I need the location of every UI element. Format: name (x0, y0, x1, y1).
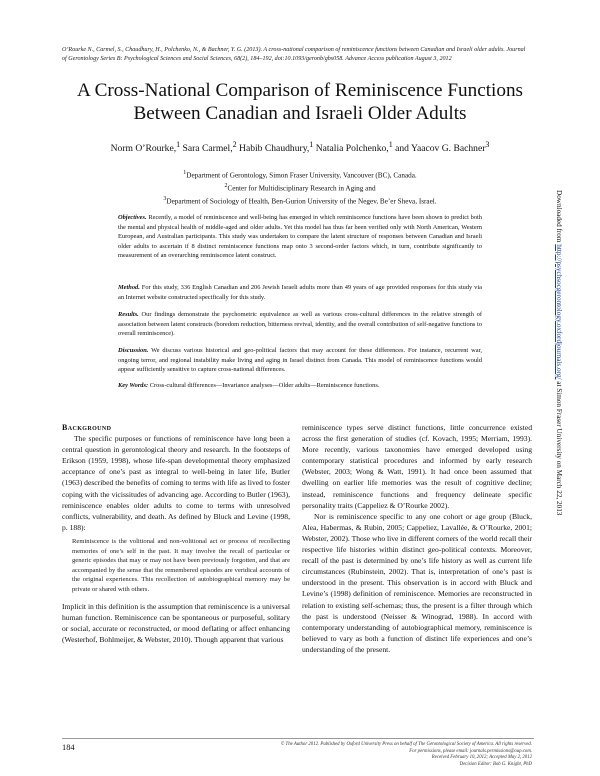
footer-divider (62, 738, 534, 739)
journal-link[interactable]: http://psychsocgerontology.oxfordjournals.org/ (555, 244, 563, 380)
affiliation: $^2$Center for Multidisciplinary Research in Aging and (224, 182, 376, 193)
author: Sara Carmel,$^2$ (182, 140, 237, 155)
paragraph: Nor is reminiscence specific to any one cohort or age group (Bluck, Alea, Habermas, & Rubin, 2005; Cappeliez, Lavallée, & O’Rourke, 2001; Webster, 2002). Those who live in different corners of the world recall their respective life histories within distinct geo-political contexts. Moreover, recall of the past is determined by one’s life history as well as current life circumstances (Rubinstein, 2002). That is, interpretation of one’s past is understood in the present. This observation is in accord with Bluck and Levine’s (1998) definition of reminiscence. Memories are reconstructed in relation to existing self-schemas; thus, the present is a filter through which the past is understood (Neisser & Winograd, 1988). In accord with contemporary understanding of autobiographical memory, reminiscence is believed to vary as both a function of distinct life experiences and one’s understanding of the present. (302, 511, 532, 654)
paragraph: reminiscence types serve distinct functions, little concurrence existed across the first generation of studies (cf. Kovach, 1995; Merriam, 1993). More recently, various taxonomies have emerged developed using contemporary statistical procedures and informed by early research (Webster, 2003; Wong & Watt, 1991). It had once been assumed that dwelling on earlier life memories was the result of cognitive decline; instead, reminiscence functions and frequency delineate specific personality traits (Cappeliez & O’Rourke 2002). (302, 423, 532, 510)
right-column (302, 422, 532, 655)
abstract-method: Method. For this study, 336 English Canadian and 206 Jewish Israeli adults more than 49 years of age provided responses for this study via an Internet website constructed specifically for this study. (118, 284, 482, 301)
author-list (40, 140, 560, 154)
abstract-discussion: Discussion. We discuss various historical and geo-political factors that may account for these differences. For instance, recurrent war, ongoing terror, and regional instability make living and aging in Israel distinct from Canada. This model of reminiscence functions would appear sufficiently sensitive to capture cross-national differences. (118, 347, 483, 374)
abstract-objectives: Objectives. Recently, a model of reminiscence and well-being has emerged in which reminiscence functions have been shown to predict both the mental and physical health of middle-aged and older adults. Yet this model has thus far been verified only with North American, Western European, and Australian participants. This study was undertaken to compare the latent structure of responses between Canadian and Israeli older adults to ascertain if 8 distinct reminiscence functions map onto 3 second-order factors which, in turn, contribute significantly to measurement of an overarching reminiscence latent construct. (118, 214, 482, 260)
block-quote: Reminiscence is the volitional and non-volitional act or process of recollecting memories of one’s self in the past. It may involve the recall of particular or generic episodes that may or may not have been previously forgotten, and that are accompanied by the sense that the remembered episodes are veridical accounts of the original experiences. This recollection of autobiographical memory may be private or shared with others. (72, 537, 290, 593)
author: Habib Chaudhury,$^1$ (239, 140, 314, 155)
paragraph: Implicit in this definition is the assumption that reminiscence is a universal human function. Reminiscence can be spontaneous or purposeful, solitary or social, accurate or reconstructed, or mood deflating or affect enhancing (Westerhof, Bohlmeijer, & Webster, 2010). Though apparent that various (62, 601, 290, 644)
page-number: 184 (62, 743, 75, 752)
author: and Yaacov G. Bachner$^3$ (395, 140, 490, 155)
article-title (40, 79, 560, 125)
title-line-1: A Cross-National Comparison of Reminiscence Functions (76, 80, 524, 101)
left-column (62, 422, 290, 645)
affiliations (40, 168, 560, 207)
footer-notes: © The Author 2012. Published by Oxford University Press on behalf of The Gerontological Society of America. All rights reserved. For permissions, please email: journals.permissions@oup.com. Received February 10, 2012; Accepted May 2, 2012 Decision Editor: Bob G. Knight, PhD (280, 742, 532, 767)
abstract-results: Results. Our findings demonstrate the psychometric equivalence as well as various cross-cultural differences in the relative strength of association between latent constructs (boredom reduction, bitterness revival, identity, and the overall contribution of self-negative functions to overall reminiscence). (118, 311, 482, 338)
download-sidebar: Downloaded from http://psychsocgerontology.oxfordjournals.org/ at Simon Fraser University on March 22, 2013 (555, 190, 563, 516)
title-line-2: Between Canadian and Israeli Older Adults (133, 103, 467, 124)
author: Norm O’Rourke,$^1$ (110, 140, 181, 155)
affiliation: $^3$Department of Sociology of Health, Ben-Gurion University of the Negev, Be’er Sheva, Israel. (163, 195, 437, 206)
section-heading: Background (62, 423, 112, 432)
paragraph: The specific purposes or functions of reminiscence have long been a central question in gerontological theory and research. In the footsteps of Erikson (1959, 1998), whose life-span developmental theory emphasized acceptance of one’s past as integral to well-being in later life, Butler (1963) described the benefits of coming to terms with life as lived to foster coping with the vicissitudes of advancing age. According to Butler (1963), reminiscence enables older adults to come to terms with unresolved conflicts, vulnerability, and death. As defined by Bluck and Levine (1998, p. 188): (62, 434, 290, 532)
affiliation: $^1$Department of Gerontology, Simon Fraser University, Vancouver (BC), Canada. (183, 170, 417, 180)
abstract-keywords: Key Words: Cross-cultural differences—Invariance analyses—Older adults—Reminiscence functions. (118, 382, 380, 389)
author: Natalia Polchenko,$^1$ (315, 140, 393, 155)
article-citation: O’Rourke N., Carmel, S., Chaudhury, H., Polchenko, N., & Bachner, Y. G. (2013). A cross-national comparison of reminiscence functions between Canadian and Israeli older adults. Journal of Gerontology Series B: Psychological Sciences and Social Sciences, 68(2), 184–192, doi:10.1093/geronb/gbs058. Advance Access publication August 3, 2012 (62, 47, 526, 62)
